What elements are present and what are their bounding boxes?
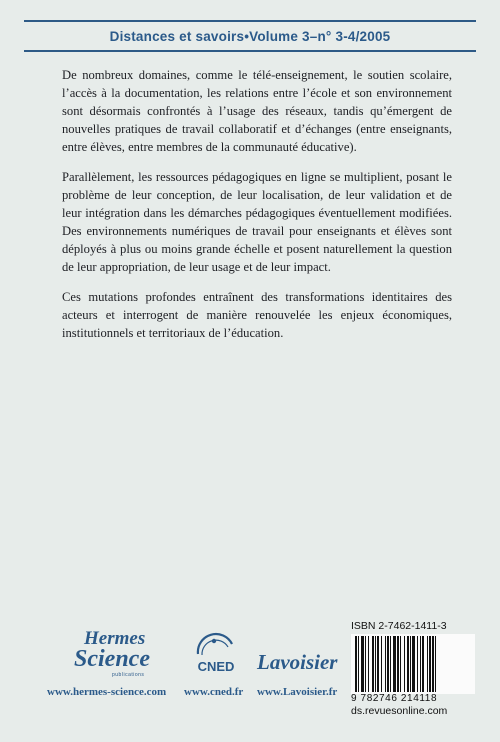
hermes-logo-word: Hermes [84,628,146,649]
barcode-bar [372,636,374,692]
barcode-bar [368,636,369,692]
barcode-bar [410,636,411,692]
barcode-bar [387,636,389,692]
ean-number: 9 782746 214118 [351,693,438,704]
publisher-footer [0,620,500,720]
hermes-url-link[interactable]: www.hermes-science.com [47,686,167,698]
barcode-bar [422,636,424,692]
barcode-bar [404,636,405,692]
isbn-number: ISBN 2-7462-1411-3 [351,620,447,632]
barcode-bar [429,636,431,692]
paragraph: Parallèlement, les ressources pédagogiques en ligne se multiplient, posant le problème de leur conception, de leur localisation, de leur validation et de leur intégration dans les démarches pédagogiques éventuellement modifiées. Des environnements numériques de travail pour enseignants et élèves sont déployés à plus ou moins grande échelle et posent naturellement la question de leur appropriation, de leur usage et de leur impact. [62,170,452,274]
barcode-bar [397,636,399,692]
barcode-bar [361,636,364,692]
cned-logo [186,630,246,686]
barcode-bar [377,636,379,692]
barcode-bar [385,636,386,692]
barcode [351,634,475,694]
barcode-bar [375,636,376,692]
lavoisier-logo: Lavoisier [257,650,338,674]
header-dash: – [309,28,318,44]
barcode-bar [407,636,409,692]
barcode-bar [432,636,434,692]
journal-title: Distances et savoirs [109,28,245,44]
barcode-bar [435,636,436,692]
barcode-bar [365,636,366,692]
paragraph: De nombreux domaines, comme le télé-enseignement, le soutien scolaire, l’accès à la documentation, les relations entre l’école et son environnement sont désormais confrontés à l’usage des réseaux, tandis qu’émergent de nouvelles pratiques de travail collaboratif et d’échanges (entre enseignants, entre élèves, entre membres de la communauté éducative). [62,68,452,154]
journal-website-link[interactable]: ds.revuesonline.com [351,705,448,717]
barcode-bar [420,636,421,692]
barcode-graphic [351,634,475,694]
paragraph: Ces mutations profondes entraînent des transformations identitaires des acteurs et interrogent de manière renouvelée les enjeux économiques, institutionnels et territoriaux de l’éducation. [62,290,452,340]
cned-logo-text: CNED [197,659,235,674]
barcode-bar [358,636,359,692]
barcode-bar [381,636,382,692]
volume-label: Volume 3 [249,28,310,44]
barcode-bar [393,636,396,692]
publications-logo-word: publications [112,672,145,678]
lavoisier-url-link[interactable]: www.Lavoisier.fr [257,686,338,698]
barcode-bar [427,636,428,692]
barcode-bar [390,636,391,692]
hermes-science-logo [56,628,166,688]
science-logo-word: Science [74,646,150,672]
header-separator: • [244,28,250,44]
journal-header [24,20,476,52]
barcode-bar [400,636,401,692]
barcode-bar [355,636,357,692]
barcode-bar [412,636,415,692]
back-cover-text [62,66,452,354]
cned-url-link[interactable]: www.cned.fr [184,686,244,698]
barcode-bar [417,636,418,692]
issue-label: n° 3-4/2005 [317,28,391,44]
